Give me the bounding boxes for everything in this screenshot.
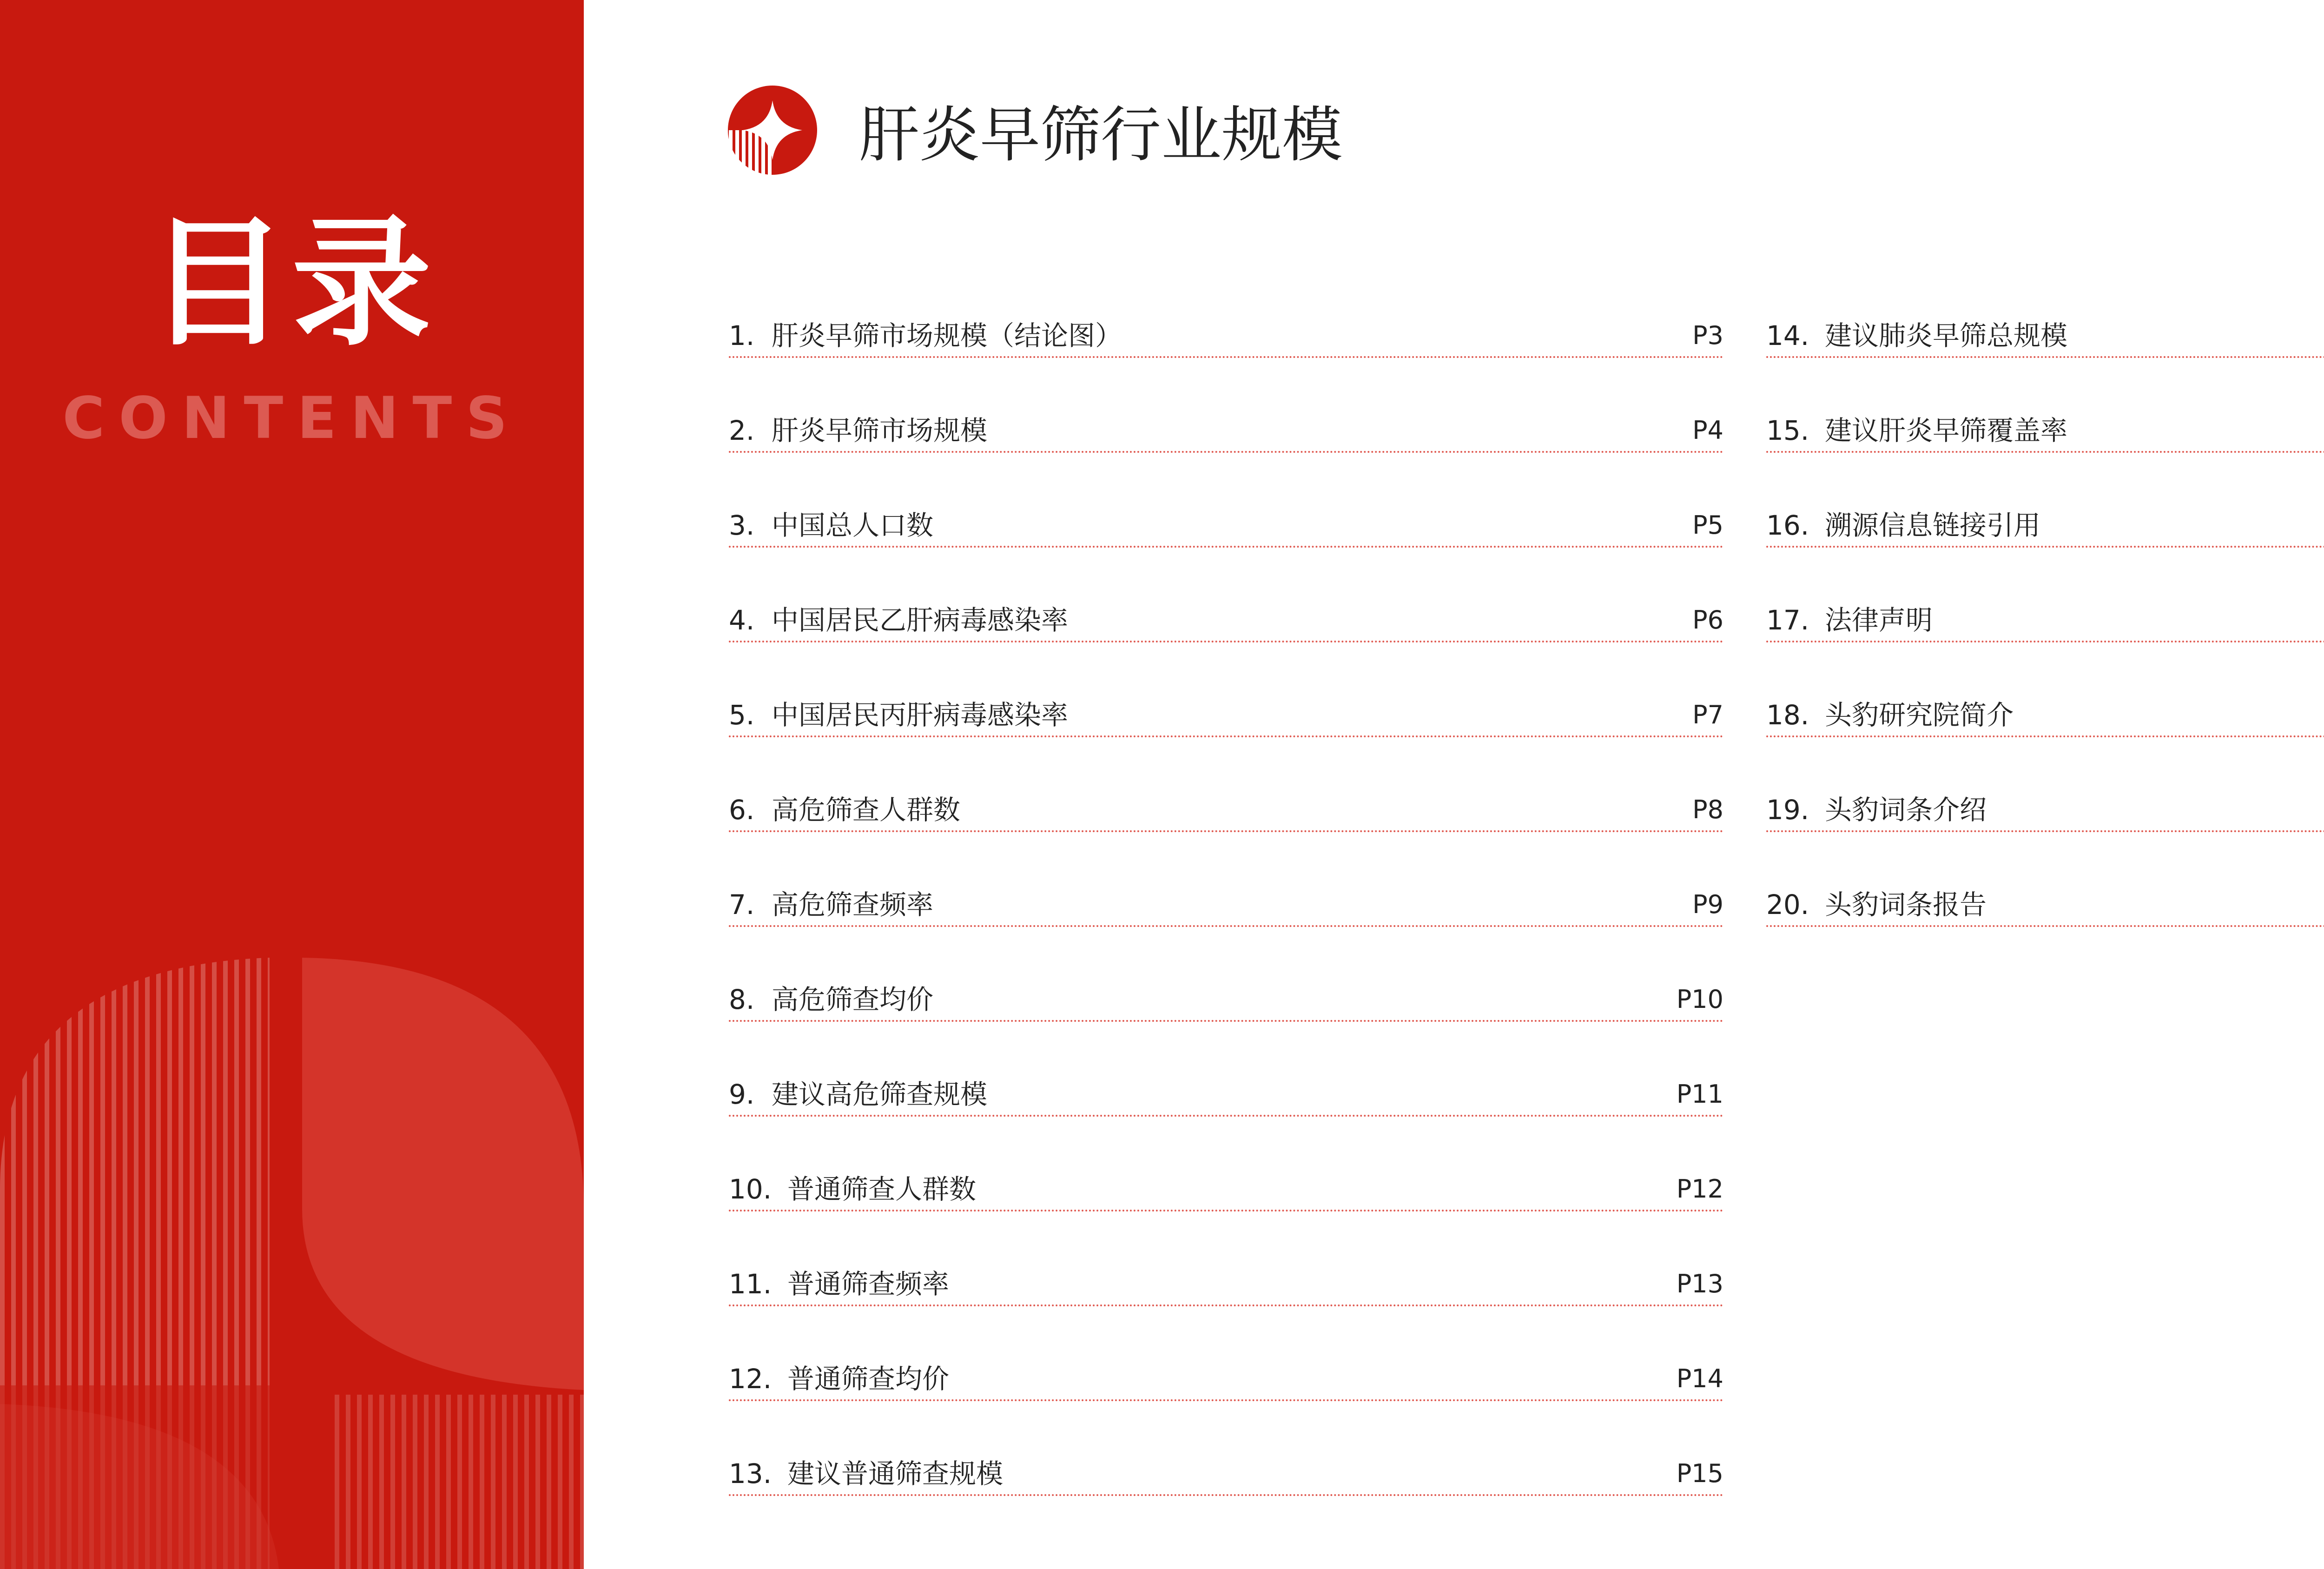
toc-item-page: P10 [1676, 985, 1723, 1014]
toc-item-label: 高危筛查均价 [772, 984, 934, 1015]
toc-item-label: 溯源信息链接引用 [1825, 510, 2041, 541]
toc-item-number: 17. [1766, 604, 1809, 636]
toc-item-page: P9 [1692, 890, 1723, 919]
toc-item-number: 9. [729, 1079, 755, 1110]
toc-item-number: 8. [729, 984, 755, 1015]
toc-item-page: P7 [1692, 700, 1723, 729]
toc-item[interactable] [1766, 316, 2324, 358]
toc-item-label: 肝炎早筛市场规模（结论图） [772, 320, 1122, 351]
toc-item-page: P4 [1692, 416, 1723, 445]
toc-item-label: 中国居民乙肝病毒感染率 [772, 604, 1069, 636]
toc-item[interactable] [729, 1264, 1723, 1306]
toc-item-label: 建议肝炎早筛覆盖率 [1825, 415, 2068, 446]
toc-item-label: 普通筛查频率 [787, 1268, 950, 1300]
sidebar-panel [0, 0, 584, 1569]
toc-item-page: P11 [1676, 1079, 1723, 1109]
toc-item[interactable] [729, 885, 1723, 927]
toc-item-number: 10. [729, 1173, 772, 1205]
toc-item[interactable] [729, 506, 1723, 548]
toc-item[interactable] [729, 980, 1723, 1022]
toc-item[interactable] [1766, 885, 2324, 927]
toc-item[interactable] [1766, 695, 2324, 737]
toc-item-number: 3. [729, 510, 755, 541]
red-circle-logo-icon [726, 84, 819, 177]
toc-item-page: P13 [1676, 1269, 1723, 1298]
sidebar-title: 目录 [148, 202, 436, 364]
toc-item-label: 普通筛查人群数 [787, 1173, 977, 1205]
toc-item[interactable] [1766, 601, 2324, 642]
toc-item-number: 16. [1766, 510, 1809, 541]
page-title: 肝炎早筛行业规模 [859, 99, 1343, 170]
toc-item-page: P5 [1692, 510, 1723, 540]
toc-item-number: 14. [1766, 320, 1809, 351]
toc-item-label: 建议普通筛查规模 [787, 1458, 1004, 1490]
toc-item-number: 20. [1766, 889, 1809, 920]
toc-item-number: 13. [729, 1458, 772, 1490]
sidebar-subtitle: CONTENTS [62, 385, 522, 452]
toc-item-label: 法律声明 [1825, 604, 1933, 636]
toc-item[interactable] [729, 1454, 1723, 1496]
toc-item-number: 4. [729, 604, 755, 636]
toc-item-page: P3 [1692, 321, 1723, 350]
toc-item-label: 头豹词条报告 [1825, 889, 1987, 920]
toc-item[interactable] [729, 601, 1723, 642]
toc-item-page: P15 [1676, 1459, 1723, 1488]
toc-item[interactable] [729, 411, 1723, 453]
toc-item-label: 中国居民丙肝病毒感染率 [772, 699, 1069, 731]
toc-item-number: 6. [729, 794, 755, 826]
toc-item[interactable] [729, 1075, 1723, 1117]
toc-item[interactable] [729, 316, 1723, 358]
toc-item-page: P6 [1692, 605, 1723, 635]
toc-item[interactable] [1766, 411, 2324, 453]
toc-item-number: 5. [729, 699, 755, 731]
toc-item-page: P14 [1676, 1364, 1723, 1393]
toc-item[interactable] [729, 790, 1723, 832]
toc-item-number: 19. [1766, 794, 1809, 826]
toc-item-page: P8 [1692, 795, 1723, 824]
toc-item-label: 高危筛查频率 [772, 889, 934, 920]
toc-item-number: 2. [729, 415, 755, 446]
toc-item-label: 肝炎早筛市场规模 [772, 415, 988, 446]
toc-item-label: 建议高危筛查规模 [772, 1079, 988, 1110]
toc-item-number: 15. [1766, 415, 1809, 446]
toc-item[interactable] [729, 1359, 1723, 1401]
toc-item[interactable] [729, 1170, 1723, 1212]
toc-item-number: 12. [729, 1363, 772, 1395]
toc-item-label: 头豹词条介绍 [1825, 794, 1987, 826]
toc-item-number: 11. [729, 1268, 772, 1300]
toc-item-label: 头豹研究院简介 [1825, 699, 2014, 731]
toc-item[interactable] [729, 695, 1723, 737]
toc-item-label: 中国总人口数 [772, 510, 934, 541]
toc-item-number: 1. [729, 320, 755, 351]
toc-item-page: P12 [1676, 1174, 1723, 1204]
toc-item-label: 建议肺炎早筛总规模 [1825, 320, 2068, 351]
toc-item-number: 7. [729, 889, 755, 920]
toc-item-label: 普通筛查均价 [787, 1363, 950, 1395]
toc-item[interactable] [1766, 790, 2324, 832]
toc-item-label: 高危筛查人群数 [772, 794, 961, 826]
toc-item[interactable] [1766, 506, 2324, 548]
toc-item-number: 18. [1766, 699, 1809, 731]
